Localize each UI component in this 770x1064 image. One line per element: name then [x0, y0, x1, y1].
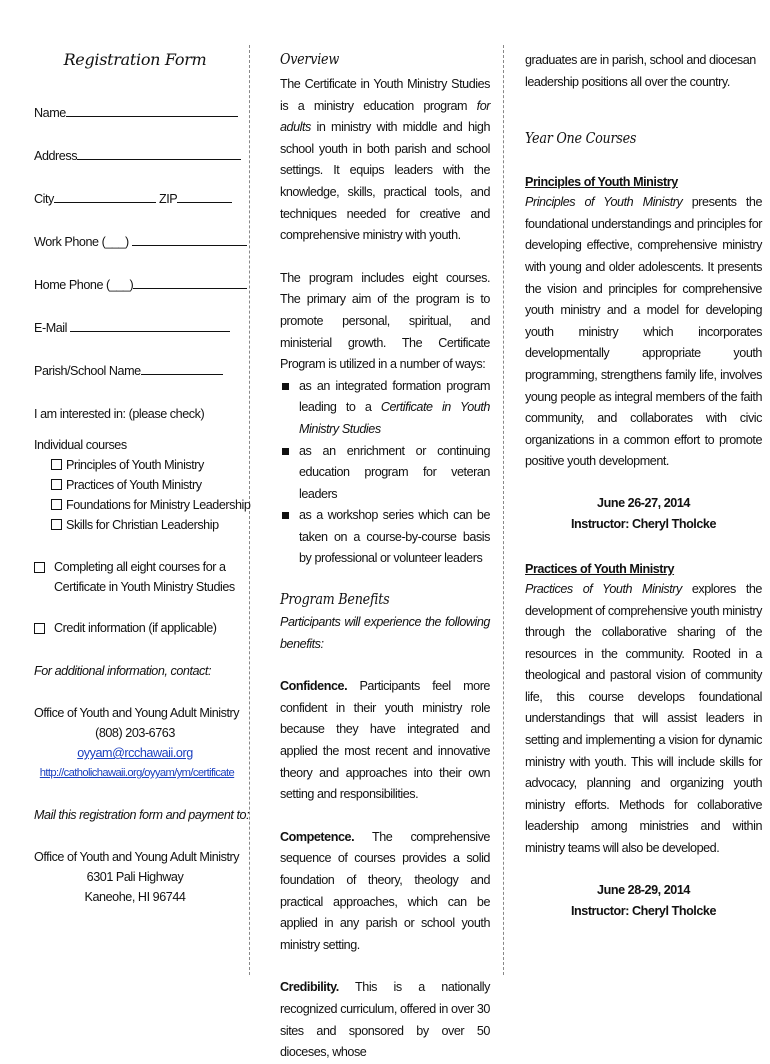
overview-paragraph: The Certificate in Youth Ministry Studies is a ministry education program for adults in ministry with middle and high school youth in both parish and school settings. It equips leaders with the knowledge, skills, practical tools, and techniques needed for creative and comprehensive ministry with youth. [280, 77, 490, 243]
course-title-principles: Principles of Youth Ministry [525, 175, 678, 190]
course-instructor: Instructor: Cheryl Tholcke [570, 903, 717, 918]
address-field[interactable]: Address [34, 146, 236, 166]
home-phone-field[interactable]: Home Phone (___) [34, 275, 236, 295]
contact-office: Office of Youth and Young Adult Ministry [34, 706, 240, 720]
credit-checkbox[interactable]: Credit information (if applicable) [34, 618, 236, 638]
parish-school-field[interactable]: Parish/School Name [34, 361, 236, 381]
contact-email-link[interactable]: oyyam@rcchawaii.org [77, 746, 193, 760]
contact-url-link[interactable]: http://catholichawaii.org/oyyam/ym/certificate [39, 767, 235, 779]
credibility-paragraph: Credibility. This is a nationally recognized curriculum, offered in over 30 sites and sponsored by over 50 dioceses, whose [280, 980, 490, 1060]
course-checkbox-skills[interactable]: Skills for Christian Leadership [51, 515, 236, 535]
email-field[interactable]: E-Mail [34, 318, 236, 338]
bullet-item: as a workshop series which can be taken on a course-by-course basis by professional or volunteer leaders [280, 505, 490, 570]
checkbox[interactable] [51, 499, 62, 510]
competence-paragraph: Competence. The comprehensive sequence of courses provides a solid foundation of theory, theology and practical approaches, which can be applied in any parish or school youth ministry setting. [280, 829, 490, 952]
course-instructor: Instructor: Cheryl Tholcke [570, 516, 717, 531]
bullet-item: as an enrichment or continuing education program for veteran leaders [280, 441, 490, 506]
overview-column [250, 0, 500, 1060]
checkbox[interactable] [51, 459, 62, 470]
bullet-item: as an integrated formation program leading to a Certificate in Youth Ministry Studies [280, 376, 490, 441]
course-checkbox-practices[interactable]: Practices of Youth Ministry [51, 475, 236, 495]
mail-label: Mail this registration form and payment to: [34, 808, 250, 822]
overview-heading: Overview [280, 50, 340, 68]
all-courses-checkbox[interactable]: Completing all eight courses for a Certificate in Youth Ministry Studies [34, 557, 236, 597]
course-checkbox-foundations[interactable]: Foundations for Ministry Leadership [51, 495, 236, 515]
column-divider [503, 45, 504, 975]
name-field[interactable]: Name [34, 103, 236, 123]
courses-column [505, 0, 770, 1024]
course-description-principles: Principles of Youth Ministry presents the foundational understandings and principles for developing effective, comprehensive ministry with young and older adolescents. It presents the vision and principles for comprehensive youth ministry and a model for developing youth ministry which incorporates developmentally appropriate youth programming, strengthens family life, involves young people as integral members of the faith community, and collaborates with civic organizations in a common effort to promote positive youth development. [525, 195, 763, 469]
work-phone-field[interactable]: Work Phone (___) [34, 232, 236, 252]
benefits-heading: Program Benefits [280, 590, 390, 609]
year-one-heading: Year One Courses [525, 129, 637, 148]
benefits-intro: Participants will experience the following benefits: [280, 615, 490, 651]
contact-phone: (808) 203-6763 [95, 726, 175, 740]
contact-label: For additional information, contact: [34, 664, 212, 678]
checkbox[interactable] [51, 519, 62, 530]
registration-form-column [0, 0, 251, 1024]
graduates-paragraph: graduates are in parish, school and diocesan leadership positions all over the country. [525, 53, 756, 89]
city-zip-field[interactable]: City ZIP [34, 189, 236, 209]
confidence-paragraph: Confidence. Participants feel more confident in their youth ministry role because they have integrated and applied the most recent and innovative theory and approaches into their own setting and responsibilities. [280, 679, 490, 802]
interest-label: I am interested in: (please check) [34, 407, 205, 421]
course-description-practices: Practices of Youth Ministry explores the development of comprehensive youth ministry through the collaborative sharing of the resources in the community. Rooted in a theological and pastoral vision of community life, this course develops foundational understandings that will assist leaders in setting and implementing a vision for dynamic ministry with youth. This will include skills for advocacy, planning and organizing youth ministry efforts. Methods for collaborative leadership among ministries and within ministry teams will also be developed. [525, 581, 762, 856]
mail-office: Office of Youth and Young Adult Ministry [34, 850, 240, 864]
program-paragraph: The program includes eight courses. The primary aim of the program is to promote personal, spiritual, and ministerial growth. The Certificate Program is utilized in a number of ways: [280, 270, 490, 372]
individual-courses-label: Individual courses [34, 438, 127, 452]
checkbox[interactable] [34, 562, 45, 573]
course-checkbox-principles[interactable]: Principles of Youth Ministry [51, 455, 236, 475]
mail-street: 6301 Pali Highway [86, 870, 184, 884]
course-date: June 28-29, 2014 [597, 882, 690, 897]
course-title-practices: Practices of Youth Ministry [525, 561, 675, 576]
form-title: Registration Form [63, 50, 207, 69]
mail-city: Kaneohe, HI 96744 [84, 890, 186, 904]
course-date: June 26-27, 2014 [597, 495, 690, 510]
checkbox[interactable] [34, 623, 45, 634]
checkbox[interactable] [51, 479, 62, 490]
